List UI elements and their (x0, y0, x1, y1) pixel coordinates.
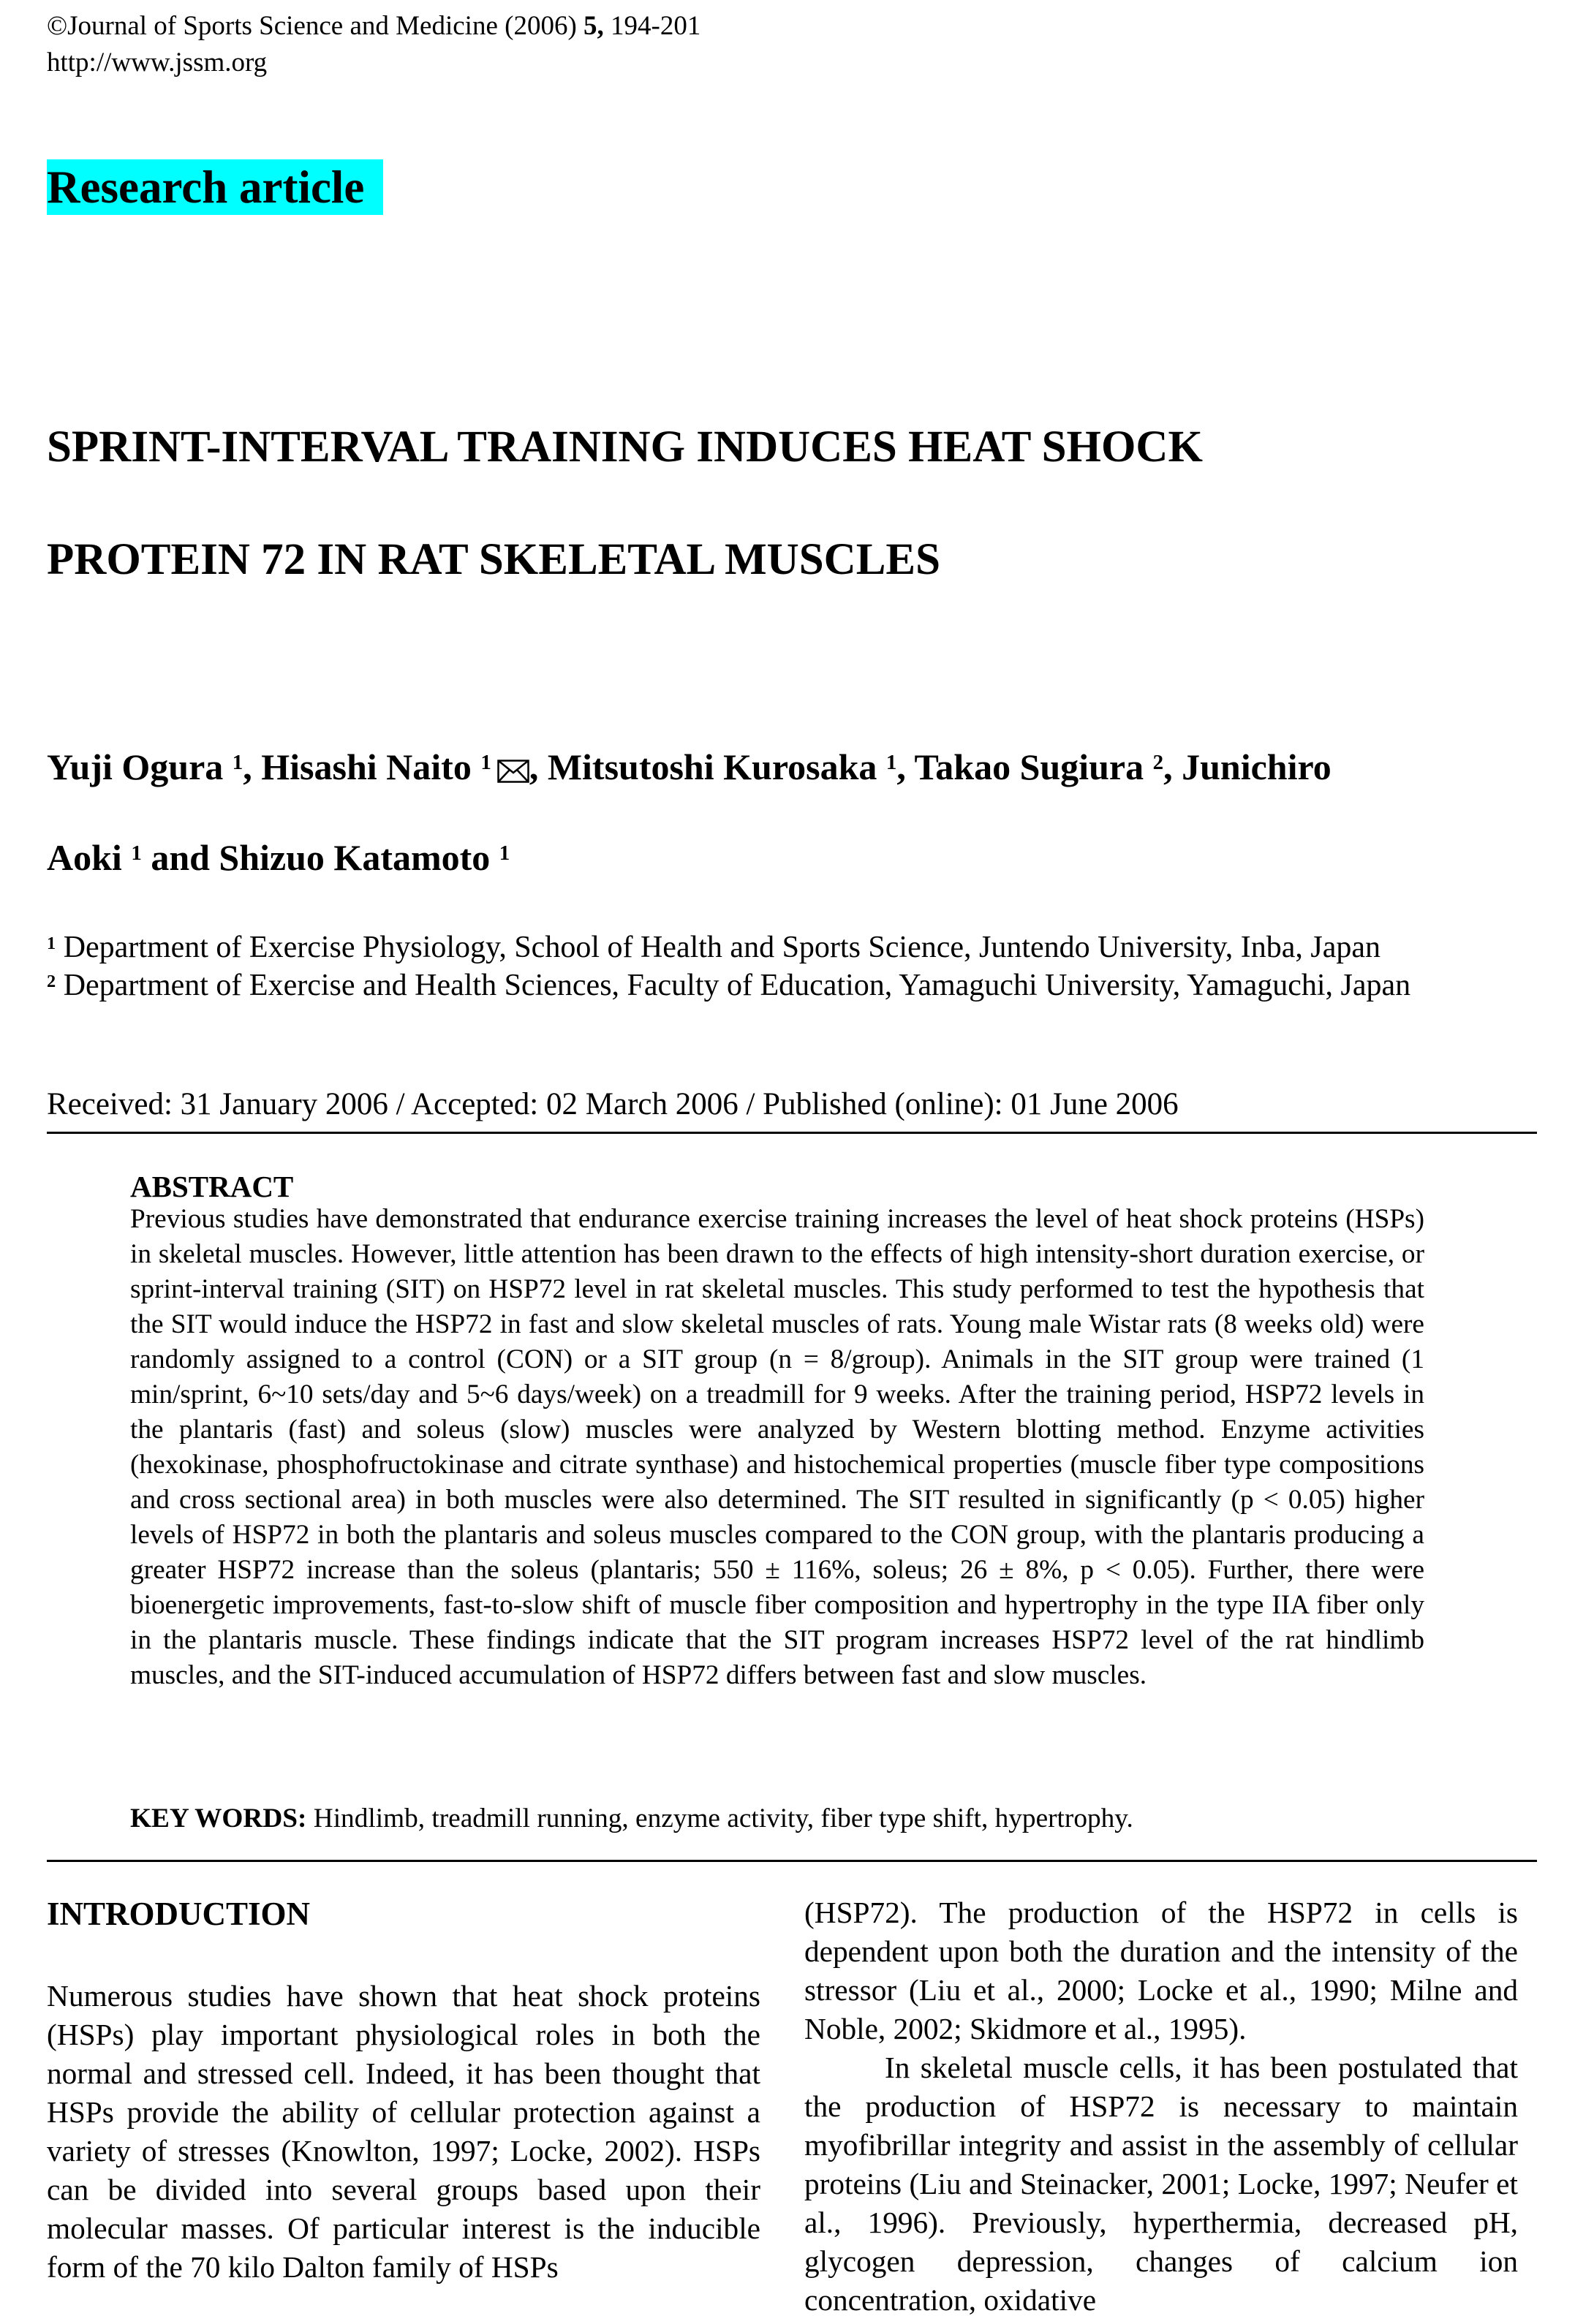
title-line-1: SPRINT-INTERVAL TRAINING INDUCES HEAT SHOCK (47, 423, 1203, 472)
right-column (804, 1893, 1518, 2320)
author-name: Aoki (47, 837, 122, 878)
mail-icon[interactable] (497, 760, 529, 783)
body-paragraph: In skeletal muscle cells, it has been postulated that the production of HSP72 is necessary to maintain myofibrillar integrity and assist in the assembly of cellular proteins (Liu and Steinacker, 2001; Locke, 1997; Neufer et al., 1996). Previously, hyperthermia, decreased pH, glycogen depression, changes of calcium ion concentration, oxidative (804, 2051, 1518, 2317)
body-paragraph: (HSP72). The production of the HSP72 in cells is dependent upon both the duration and the intensity of the stressor (Liu et al., 2000; Locke et al., 1990; Milne and Noble, 2002; Skidmore et al., 1995). (804, 1896, 1518, 2045)
journal-pages: 194-201 (603, 11, 701, 41)
journal-url[interactable]: http://www.jssm.org (47, 48, 268, 77)
keywords (130, 1801, 1133, 1836)
author-affiliation-mark: 1 (499, 841, 510, 865)
introduction-heading: INTRODUCTION (47, 1896, 311, 1932)
author-list-line-1: Yuji Ogura $^1$, Hisashi Naito $^1$ , Mitsutoshi Kurosaka $^1$, Takao Sugiura $^2$, Junichiro (47, 746, 1332, 787)
keywords-text: Hindlimb, treadmill running, enzyme activity, fiber type shift, hypertrophy. (306, 1803, 1133, 1833)
abstract-text: Previous studies have demonstrated that endurance exercise training increases the level of heat shock proteins (HSPs) in skeletal muscles. However, little attention has been drawn to the effects of high intensity-short duration exercise, or sprint-interval training (SIT) on HSP72 level in rat skeletal muscles. This study performed to test the hypothesis that the SIT would induce the HSP72 in fast and slow skeletal muscles of rats. Young male Wistar rats (8 weeks old) were randomly assigned to a control (CON) or a SIT group (n = 8/group). Animals in the SIT group were trained (1 min/sprint, 6~10 sets/day and 5~6 days/week) on a treadmill for 9 weeks. After the training period, HSP72 levels in the plantaris (fast) and soleus (slow) muscles were analyzed by Western blotting method. Enzyme activities (hexokinase, phosphofructokinase and citrate synthase) and histochemical properties (muscle fiber type compositions and cross sectional area) in both muscles were also determined. The SIT resulted in significantly (p < 0.05) higher levels of HSP72 in both the plantaris and soleus muscles compared to the CON group, with the plantaris producing a greater HSP72 increase than the soleus (plantaris; 550 ± 116%, soleus; 26 ± 8%, p < 0.05). Further, there were bioenergetic improvements, fast-to-slow shift of muscle fiber composition and hypertrophy in the type IIA fiber only in the plantaris muscle. These findings indicate that the SIT program increases HSP72 level of the rat hindlimb muscles, and the SIT-induced accumulation of HSP72 differs between fast and slow muscles. (130, 1204, 1424, 1690)
author-affiliation-mark: 1 (885, 751, 897, 774)
author-name: Takao Sugiura (914, 746, 1144, 787)
affiliation-1: $^1$ Department of Exercise Physiology, School of Health and Sports Science, Juntendo University, Inba, Japan (47, 931, 1381, 964)
author-affiliation-mark: 1 (232, 751, 243, 774)
article-type-badge: Research article (47, 159, 383, 215)
author-name: Mitsutoshi Kurosaka (547, 746, 877, 787)
title-line-2: PROTEIN 72 IN RAT SKELETAL MUSCLES (47, 535, 940, 584)
divider (47, 1860, 1537, 1862)
author-name: Junichiro (1182, 746, 1332, 787)
keywords-label: KEY WORDS: (130, 1803, 307, 1833)
author-affiliation-mark: 2 (1152, 751, 1164, 774)
affiliation-2: $^2$ Department of Exercise and Health Sciences, Faculty of Education, Yamaguchi University, Yamaguchi, Japan (47, 969, 1411, 1002)
author-name: Hisashi Naito (261, 746, 472, 787)
abstract-heading: ABSTRACT (130, 1170, 294, 1203)
journal-volume: 5, (583, 11, 604, 41)
author-affiliation-mark: 1 (480, 751, 491, 774)
body-paragraph: Numerous studies have shown that heat shock proteins (HSPs) play important physiological roles in both the normal and stressed cell. Indeed, it has been thought that HSPs provide the ability of cellular protection against a variety of stresses (Knowlton, 1997; Locke, 2002). HSPs can be divided into several groups based upon their molecular masses. Of particular interest is the inducible form of the 70 kilo Dalton family of HSPs (47, 1979, 760, 2284)
author-name: Yuji Ogura (47, 746, 224, 787)
journal-citation (47, 10, 700, 42)
publication-dates: Received: 31 January 2006 / Accepted: 02 March 2006 / Published (online): 01 June 2006 (47, 1087, 1179, 1121)
journal-name: ©Journal of Sports Science and Medicine (2006) (47, 11, 584, 41)
author-affiliation-mark: 1 (131, 841, 142, 865)
left-column (47, 1977, 760, 2287)
divider (47, 1132, 1537, 1134)
author-list-line-2 (47, 833, 510, 882)
author-name: and Shizuo Katamoto (151, 837, 491, 878)
